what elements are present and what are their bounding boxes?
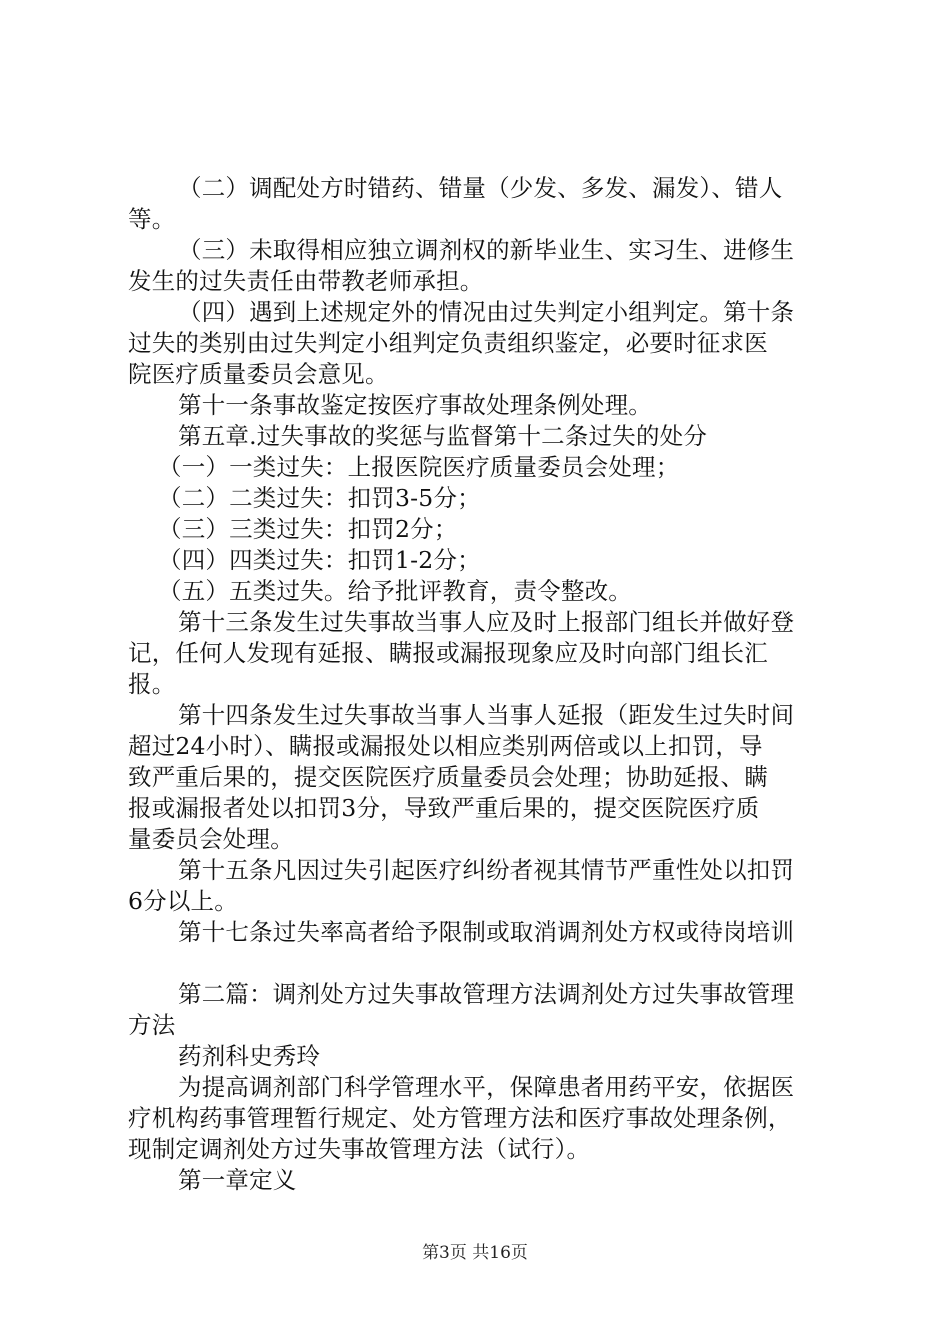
list-item: （一）一类过失：上报医院医疗质量委员会处理； — [158, 453, 680, 481]
paragraph-line: 发生的过失责任由带教老师承担。 — [128, 267, 484, 295]
paragraph-line: 致严重后果的，提交医院医疗质量委员会处理；协助延报、瞒 — [128, 763, 768, 791]
list-item: （四）四类过失：扣罚1-2分； — [158, 546, 481, 574]
paragraph-line: 第十三条发生过失事故当事人应及时上报部门组长并做好登 — [178, 608, 795, 636]
page-footer: 第3页 共16页 — [422, 1243, 528, 1263]
paragraph-line: （四）遇到上述规定外的情况由过失判定小组判定。第十条 — [178, 298, 795, 326]
paragraph-line: 疗机构药事管理暂行规定、处方管理方法和医疗事故处理条例， — [128, 1104, 792, 1132]
paragraph-line: 报或漏报者处以扣罚3分，导致严重后果的，提交医院医疗质 — [128, 794, 760, 822]
section-heading: 方法 — [128, 1011, 176, 1039]
paragraph-line: （二）调配处方时错药、错量（少发、多发、漏发）、错人 — [178, 174, 783, 202]
paragraph-line: 量委员会处理。 — [128, 825, 294, 853]
paragraph-line: 院医疗质量委员会意见。 — [128, 360, 389, 388]
list-item: （三）三类过失：扣罚2分； — [158, 515, 458, 543]
paragraph-line: 第十七条过失率高者给予限制或取消调剂处方权或待岗培训 — [178, 918, 795, 946]
paragraph-line: 报。 — [128, 670, 176, 698]
paragraph-line: 6分以上。 — [128, 887, 238, 915]
document-body — [128, 173, 840, 1196]
paragraph-line: 为提高调剂部门科学管理水平，保障患者用药平安，依据医 — [178, 1073, 795, 1101]
section-heading: 第二篇：调剂处方过失事故管理方法调剂处方过失事故管理 — [178, 980, 795, 1008]
chapter-heading: 第一章定义 — [178, 1166, 297, 1194]
chapter-heading: 第五章.过失事故的奖惩与监督第十二条过失的处分 — [178, 422, 708, 450]
paragraph-line: （三）未取得相应独立调剂权的新毕业生、实习生、进修生 — [178, 236, 795, 264]
paragraph-line: 第十四条发生过失事故当事人当事人延报（距发生过失时间 — [178, 701, 795, 729]
paragraph-line: 等。 — [128, 205, 176, 233]
paragraph-line: 第十一条事故鉴定按医疗事故处理条例处理。 — [178, 391, 652, 419]
paragraph-line: 第十五条凡因过失引起医疗纠纷者视其情节严重性处以扣罚 — [178, 856, 795, 884]
section-gap — [128, 948, 840, 979]
author-line: 药剂科史秀玲 — [178, 1042, 321, 1070]
paragraph-line: 超过24小时）、瞒报或漏报处以相应类别两倍或以上扣罚，导 — [128, 732, 763, 760]
list-item: （二）二类过失：扣罚3-5分； — [158, 484, 481, 512]
paragraph-line: 过失的类别由过失判定小组判定负责组织鉴定，必要时征求医 — [128, 329, 768, 357]
list-item: （五）五类过失。给予批评教育，责令整改。 — [158, 577, 632, 605]
paragraph-line: 记，任何人发现有延报、瞒报或漏报现象应及时向部门组长汇 — [128, 639, 768, 667]
paragraph-line: 现制定调剂处方过失事故管理方法（试行）。 — [128, 1135, 591, 1163]
